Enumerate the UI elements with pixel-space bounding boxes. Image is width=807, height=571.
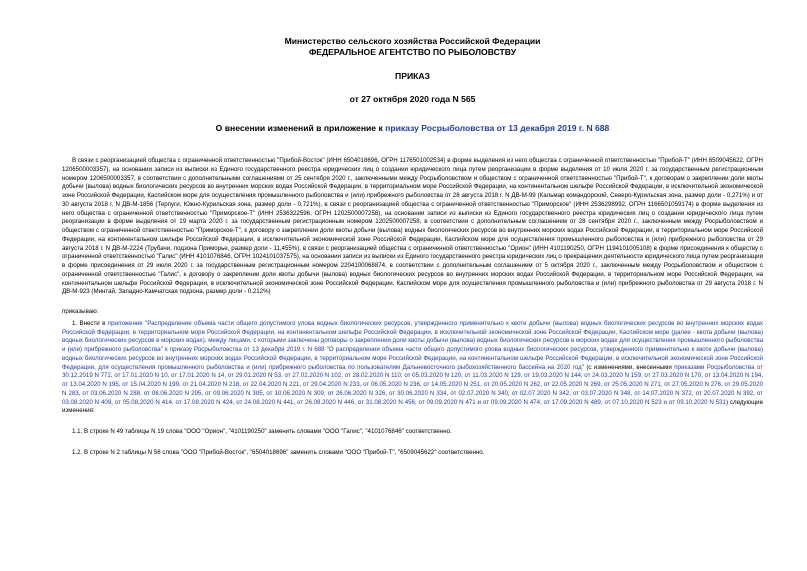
subitem-1-1: 1.1. В строке N 49 таблицы N 19 слова "ООО "Орион", "4101190250" заменить словами "ООО "Галис", "4101076846" соответственно.: [72, 428, 452, 435]
document-body: [62, 157, 763, 458]
item-1-middle: (с изменениями, внесенными: [583, 363, 675, 371]
item-1-prefix: 1. Внести в: [72, 319, 108, 327]
item-1-amendments-link[interactable]: приказами Росрыболовства от 30.12.2019 N 772, от 17.01.2020 N 10, от 17.01.2020 N 14, от 29.01.2020 N 53, от 27.02.2020 N 102, от 28.02.2020 N 110, от 05.03.2020 N 120, от 11.03.2020 N 129, от 19.03.2020 N 144, от 24.03.2020 N 159, от 27.03.2020 N 170, от 13.04.2020 N 194, от 13.04.2020 N 195, от 15.04.2020 N 199, от 21.04.2020 N 218, от 22.04.2020 N 221, от 29.04.2020 N 233, от 06.05.2020 N 236, от 14.05.2020 N 251, от 20.05.2020 N 262, от 22.05.2020 N 269, от 25.05.2020 N 271, от 27.05.2020 N 276, от 29.05.2020 N 283, от 03.06.2020 N 288, от 08.06.2020 N 295, от 09.06.2020 N 305, от 10.06.2020 N 309, от 26.06.2020 N 326, от 30.06.2020 N 334, от 02.07.2020 N 340, от 02.07.2020 N 342, от 03.07.2020 N 348, от 14.07.2020 N 372, от 20.07.2020 N 392, от 03.08.2020 N 409, от 05.08.2020 N 414, от 17.08.2020 N 424, от 24.08.2020 N 441, от 26.08.2020 N 446, от 31.08.2020 N 456, от 09.09.2020 N 471 и от 09.09.2020 N 474, от 17.09.2020 N 489, от 07.10.2020 N 523 и от 09.10.2020 N 531: [62, 363, 763, 406]
document-title: [62, 123, 763, 133]
document-type: ПРИКАЗ: [395, 71, 430, 81]
item-1-suffix: ) следующие изменения:: [62, 398, 764, 415]
item-1-paragraph: [62, 320, 763, 416]
agency-name: ФЕДЕРАЛЬНОЕ АГЕНТСТВО ПО РЫБОЛОВСТВУ: [308, 47, 517, 57]
preamble-paragraph: В связи с реорганизацией общества с ограниченной ответственностью "Прибой-Восток" (ИНН 6504018696, ОГРН 1176501002534) в форме выделения из него общества с ограниченной ответственностью "Прибой-Т" (ИНН 6509045622, ОГРН 1206500003357), на основании записи из выписки из Единого государственного реестра юридических лиц о создании юридического лица путем реорганизации в форме выделения от 10 июля 2020 г. за государственным регистрационным номером 1206500003357, в соответствии с дополнительными соглашениями от 25 сентября 2020 г., заключенными между Росрыболовством и обществом с ограниченной ответственностью "Прибой-Т", к договорам о закреплении доли квоты добычи (вылова) водных биологических ресурсов во внутренних морских водах Российской Федерации, в территориальном море Российской Федерации, на континентальном шельфе Российской Федерации, в исключительной экономической зоне Российской Федерации, Каспийском море для осуществления промышленного рыболовства и (или) прибрежного рыболовства от 28 августа 2018 г. N ДВ-М-99 (Кальмар командорский, Северо-Курильская зона, размер доли - 0,271%) и от 30 августа 2018 г. N ДВ-М-1856 (Терпуги, Южно-Курильская зона, размер доли - 0,721%), в связи с реорганизацией общества с ограниченной ответственностью "Приморское" (ИНН 2536298992, ОГРН 1166501059174) в форме выделения из него общества с ограниченной ответственностью "Приморское-Т" (ИНН 2536322596, ОГРН 1202500007258), на основании записи из выписки из Единого государственного реестра юридических лиц о создании юридического лица путем реорганизации в форме выделения от 19 марта 2020 г. за государственным регистрационным номером 1202500007258, в соответствии с дополнительным соглашением от 28 сентября 2020 г., заключенным между Росрыболовством и обществом с ограниченной ответственностью "Приморское-Т", к договору о закреплении доли квоты добычи (вылова) водных биологических ресурсов во внутренних морских водах Российской Федерации, в территориальном море Российской Федерации, на континентальном шельфе Российской Федерации, в исключительной экономической зоне Российской Федерации, Каспийском море для осуществления промышленного рыболовства и (или) прибрежного рыболовства от 29 августа 2018 г. N ДВ-М-2224 (Трубачи, подзона Приморье, размер доли - 11,455%), в связи с реорганизацией общества с ограниченной ответственностью "Орион" (ИНН 4101190250, ОГРН 1194101005108) в форме присоединения к обществу с ограниченной ответственностью "Галис" (ИНН 4101076846, ОГРН 1024101037575), на основании записи из выписки из Единого государственного реестра юридических лиц о прекращении деятельности юридического лица путем реорганизации в форме присоединения от 29 июля 2020 г. за государственным регистрационным номером 2204100068874, в соответствии с дополнительным соглашением от 5 октября 2020 г., заключенным между Росрыболовством и обществом с ограниченной ответственностью "Галис", к договору о закреплении доли квоты добычи (вылова) водных биологических ресурсов во внутренних морских водах Российской Федерации, в территориальном море Российской Федерации, на континентальном шельфе Российской Федерации, в исключительной экономической зоне Российской Федерации, Каспийском море для осуществления промышленного рыболовства и (или) прибрежного рыболовства от 29 августа 2018 г. N ДВ-М-923 (Минтай, Западно-Камчатская подзона, размер доли - 0,212%): [62, 157, 763, 296]
item-1-appendix-link[interactable]: приложение "Распределение объема части общего допустимого улова водных биологических ресурсов, утвержденного применительно к квоте добычи (вылова) водных биологических ресурсов во внутренних морских водах Российской Федерации, в территориальном море Российской Федерации, на континентальном шельфе Российской Федерации, в исключительной экономической зоне Российской Федерации, Каспийском море (далее - квота добычи (вылова) водных биологических ресурсов в морских водах), между лицами, с которыми заключены договоры о закреплении доли квоты добычи (вылова) водных биологических ресурсов в морских водах для осуществления промышленного рыболовства и (или) прибрежного рыболовства" к приказу Росрыболовства от 13 декабря 2019 г. N 688 "О распределении объема части общего допустимого улова водных биологических ресурсов, утвержденного применительно к квоте добычи (вылова) водных биологических ресурсов во внутренних морских водах Российской Федерации, в территориальном море Российской Федерации, на континентальном шельфе Российской Федерации, в исключительной экономической зоне Российской Федерации, для осуществления промышленного рыболовства и (или) прибрежного рыболовства по пользователям Дальневосточного рыбохозяйственного бассейна на 2020 год": [62, 319, 764, 371]
subitem-1-2: 1.2. В строке N 2 таблицы N 56 слова "ООО "Прибой-Восток", "6504018696" заменить словами "ООО "Прибой-Т", "6509045622" соответственно.: [72, 448, 485, 456]
title-prefix: О внесении изменений в приложение к: [215, 123, 386, 133]
ministry-name: Министерство сельского хозяйства Российской Федерации: [284, 36, 541, 46]
title-order-link[interactable]: приказу Росрыболовства от 13 декабря 2019 г. N 688: [385, 123, 610, 133]
document-header: [62, 36, 763, 105]
prikazyvayu-text: приказываю:: [62, 308, 99, 315]
document-date-number: от 27 октября 2020 года N 565: [349, 94, 476, 104]
